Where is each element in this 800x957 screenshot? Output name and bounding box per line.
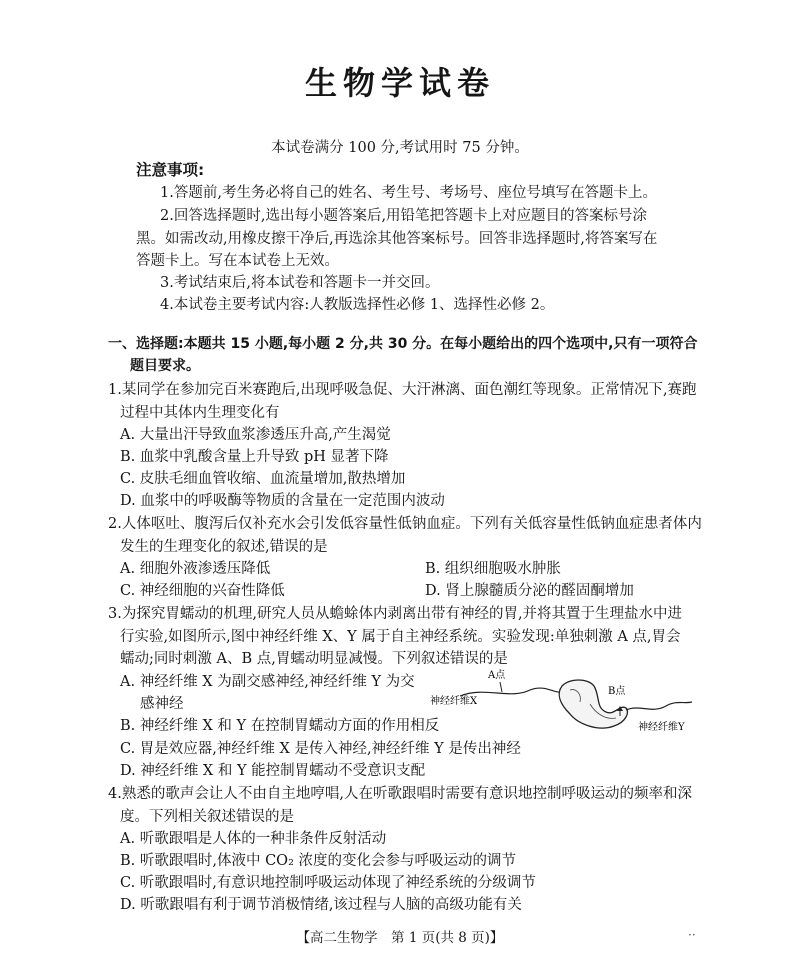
option: D. 血浆中的呼吸酶等物质的含量在一定范围内波动 bbox=[120, 493, 445, 509]
question-stem: 度。下列相关叙述错误的是 bbox=[120, 809, 294, 825]
question-stem: 1.某同学在参加完百米赛跑后,出现呼吸急促、大汗淋漓、面色潮红等现象。正常情况下,赛跑 bbox=[108, 382, 697, 398]
stomach-nerve-figure bbox=[430, 664, 700, 744]
option: D. 神经纤维 X 和 Y 能控制胃蠕动不受意识支配 bbox=[120, 763, 426, 779]
option: B. 神经纤维 X 和 Y 在控制胃蠕动方面的作用相反 bbox=[120, 718, 440, 734]
notice-heading: 注意事项: bbox=[136, 161, 205, 179]
option: C. 听歌跟唱时,有意识地控制呼吸运动体现了神经系统的分级调节 bbox=[120, 875, 536, 891]
option: 感神经 bbox=[140, 696, 184, 712]
notice-line: 1.答题前,考生务必将自己的姓名、考生号、考场号、座位号填写在答题卡上。 bbox=[160, 185, 657, 201]
point-a-marker bbox=[500, 682, 502, 692]
section-heading: 题目要求。 bbox=[130, 358, 200, 374]
option: B. 听歌跟唱时,体液中 CO₂ 浓度的变化会参与呼吸运动的调节 bbox=[120, 853, 516, 869]
option: D. 听歌跟唱有利于调节消极情绪,该过程与人脑的高级功能有关 bbox=[120, 897, 522, 913]
nerve-fiber-x-line bbox=[460, 688, 562, 696]
notice-line: 黑。如需改动,用橡皮擦干净后,再选涂其他答案标号。回答非选择题时,将答案写在 bbox=[136, 231, 658, 247]
page-mark: ·· bbox=[688, 928, 696, 942]
option: C. 皮肤毛细血管收缩、血流量增加,散热增加 bbox=[120, 471, 406, 487]
option: A. 细胞外液渗透压降低 bbox=[120, 561, 271, 577]
page-footer: 【高二生物学 第 1 页(共 8 页)】 bbox=[296, 930, 504, 946]
question-stem: 行实验,如图所示,图中神经纤维 X、Y 属于自主神经系统。实验发现:单独刺激 A 点,胃会 bbox=[120, 629, 681, 645]
label-a: A点 bbox=[488, 670, 506, 681]
question-stem: 4.熟悉的歌声会让人不由自主地哼唱,人在听歌跟唱时需要有意识地控制呼吸运动的频率和深 bbox=[108, 786, 692, 802]
option: A. 神经纤维 X 为副交感神经,神经纤维 Y 为交 bbox=[120, 674, 415, 690]
section-heading: 一、选择题:本题共 15 小题,每小题 2 分,共 30 分。在每小题给出的四个选项中,只有一项符合 bbox=[108, 336, 698, 352]
nerve-fiber-y-line bbox=[626, 702, 692, 710]
label-y: 神经纤维Y bbox=[638, 722, 685, 733]
option: C. 胃是效应器,神经纤维 X 是传入神经,神经纤维 Y 是传出神经 bbox=[120, 741, 521, 757]
page-title: 生物学试卷 bbox=[304, 64, 495, 102]
option: A. 听歌跟唱是人体的一种非条件反射活动 bbox=[120, 831, 387, 847]
option: B. 血浆中乳酸含量上升导致 pH 显著下降 bbox=[120, 449, 389, 465]
label-b: B点 bbox=[608, 686, 626, 697]
option: D. 肾上腺髓质分泌的醛固酮增加 bbox=[425, 583, 634, 599]
notice-line: 答题卡上。写在本试卷上无效。 bbox=[136, 253, 339, 269]
question-stem: 3.为探究胃蠕动的机理,研究人员从蟾蜍体内剥离出带有神经的胃,并将其置于生理盐水中进 bbox=[108, 606, 683, 622]
notice-line: 3.考试结束后,将本试卷和答题卡一并交回。 bbox=[160, 275, 440, 291]
option: A. 大量出汗导致血浆渗透压升高,产生渴觉 bbox=[120, 427, 391, 443]
exam-info: 本试卷满分 100 分,考试用时 75 分钟。 bbox=[271, 140, 529, 156]
label-x: 神经纤维X bbox=[430, 696, 478, 707]
question-stem: 过程中其体内生理变化有 bbox=[120, 405, 280, 421]
option: B. 组织细胞吸水肿胀 bbox=[425, 561, 561, 577]
question-stem: 2.人体呕吐、腹泻后仅补充水会引发低容量性低钠血症。下列有关低容量性低钠血症患者体内 bbox=[108, 516, 702, 532]
option: C. 神经细胞的兴奋性降低 bbox=[120, 583, 285, 599]
question-stem: 蠕动;同时刺激 A、B 点,胃蠕动明显减慢。下列叙述错误的是 bbox=[120, 651, 508, 667]
notice-line: 4.本试卷主要考试内容:人教版选择性必修 1、选择性必修 2。 bbox=[160, 297, 555, 313]
question-stem: 发生的生理变化的叙述,错误的是 bbox=[120, 539, 328, 555]
notice-line: 2.回答选择题时,选出每小题答案后,用铅笔把答题卡上对应题目的答案标号涂 bbox=[160, 208, 648, 224]
